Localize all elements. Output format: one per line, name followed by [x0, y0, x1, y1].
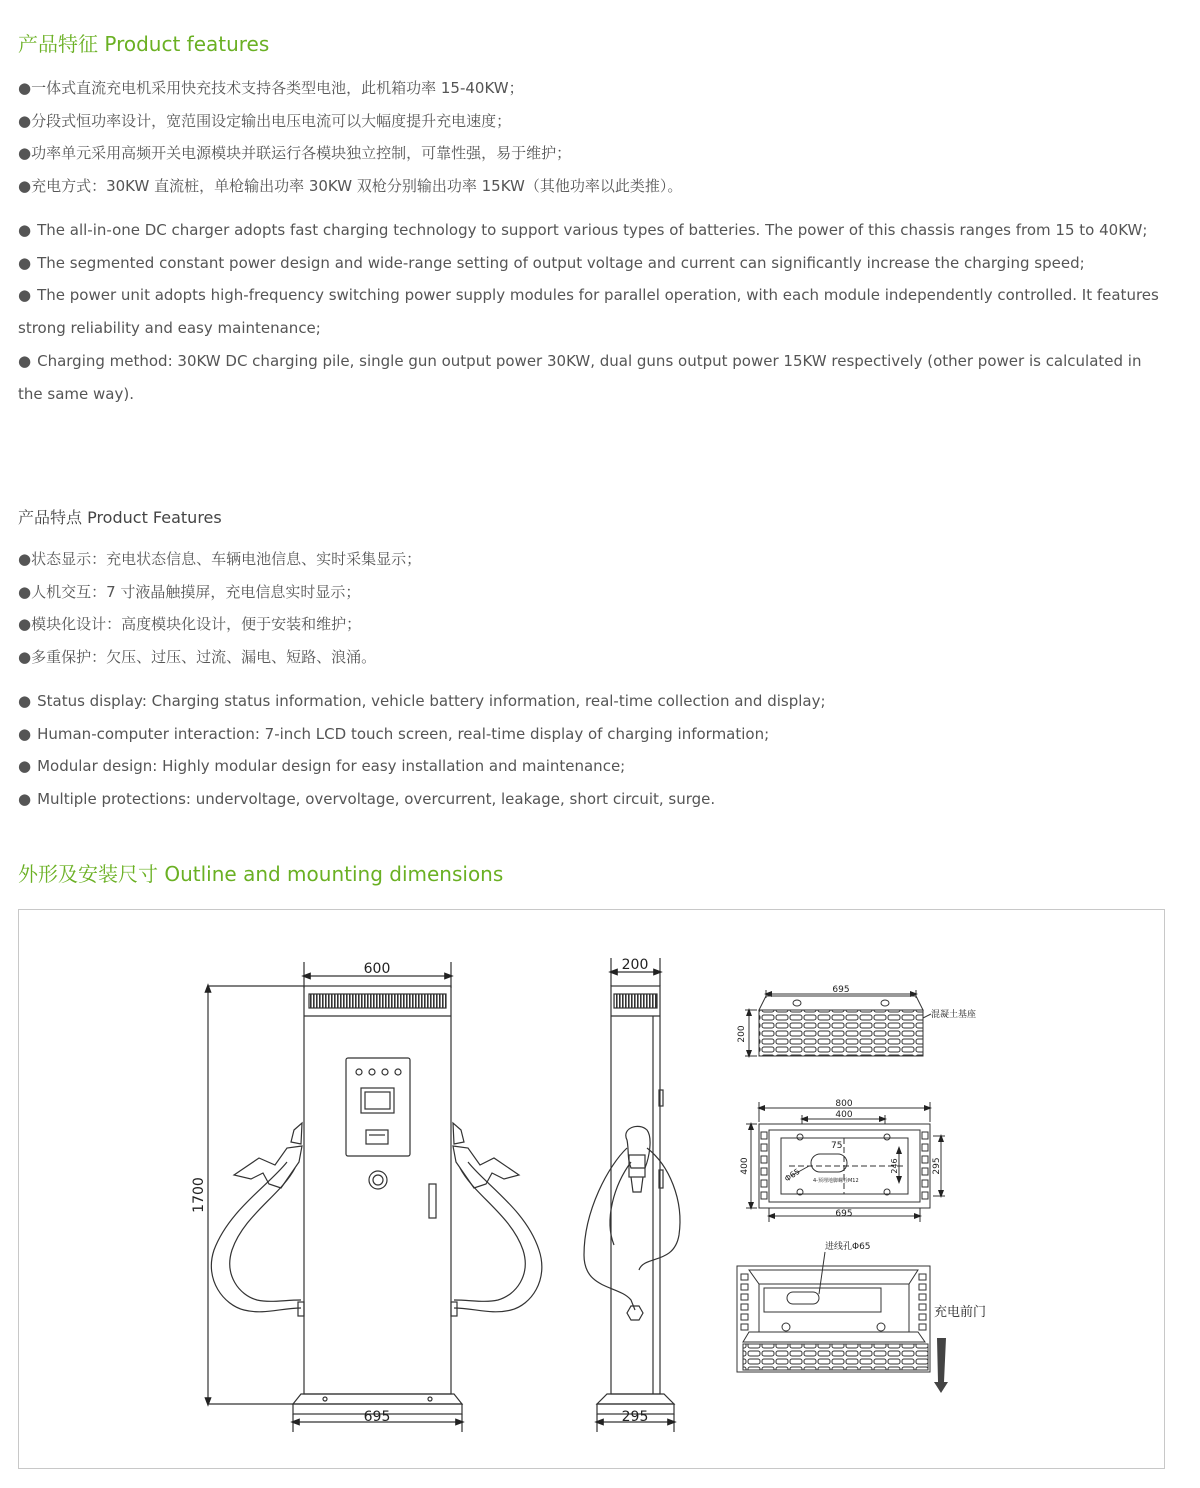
bullet-icon: ● [18, 790, 32, 809]
list-item: ● The power unit adopts high-frequency switching power supply modules for parallel operation, with each module independently controlled. It features strong reliability and easy maintenance; [18, 286, 1159, 338]
bullet-icon: ● [18, 253, 32, 272]
front-door-label: 充电前门 [934, 1305, 987, 1320]
cn-feature-list [18, 72, 1170, 202]
plan-695-label: 695 [835, 1209, 853, 1219]
concrete-base-view [745, 990, 931, 1056]
bullet-icon: ● [18, 351, 32, 370]
list-item: ● Human-computer interaction: 7-inch LCD touch screen, real-time display of charging information; [18, 724, 770, 743]
section-title-product-features: 产品特征 Product features [18, 32, 270, 56]
side-width-label: 200 [621, 957, 649, 973]
list-item: ● The all-in-one DC charger adopts fast charging technology to support various types of batteries. The power of this chassis ranges from 15 to 40KW; [18, 221, 1148, 239]
list-item: ●功率单元采用高频开关电源模块并联运行各模块独立控制，可靠性强，易于维护； [18, 144, 572, 162]
side-base-label: 295 [621, 1409, 649, 1425]
plan-800-label: 800 [835, 1099, 853, 1109]
section-title-outline-dimensions: 外形及安装尺寸 Outline and mounting dimensions [18, 862, 504, 886]
bullet-icon: ● [18, 221, 32, 239]
plan-400-top-label: 400 [835, 1110, 853, 1120]
list-item: ●人机交互：7 寸液晶触摸屏，充电信息实时显示； [18, 582, 361, 601]
list-item: ● Charging method: 30KW DC charging pile, single gun output power 30KW, dual guns output power 15KW respectively (other power is calculated in the same way). [18, 351, 1142, 403]
top-width-label: 695 [832, 985, 850, 995]
bullet-icon: ● [18, 692, 32, 710]
plan-75-label: 75 [831, 1141, 843, 1151]
plan-note-label: 4-预埋地脚螺栓M12 [813, 1178, 859, 1184]
list-item: ● Multiple protections: undervoltage, overvoltage, overcurrent, leakage, short circuit, surge. [18, 790, 716, 809]
bullet-icon: ● [18, 286, 32, 305]
mounting-plan-view [746, 1102, 945, 1222]
dimension-drawing-panel [18, 909, 1165, 1469]
list-item: ●一体式直流充电机采用快充技术支持各类型电池，此机箱功率 15-40KW； [18, 79, 524, 97]
cn-characteristics-list [18, 543, 1170, 673]
list-item: ● Modular design: Highly modular design for easy installation and maintenance; [18, 757, 626, 776]
inlet-hole-label: 进线孔Φ65 [825, 1242, 871, 1252]
list-item: ●模块化设计：高度模块化设计，便于安装和维护； [18, 615, 362, 633]
plan-246-label: 246 [890, 1158, 899, 1174]
en-feature-list [18, 214, 1170, 410]
cable-inlet-view [737, 1252, 930, 1372]
front-direction-arrow-icon [934, 1338, 948, 1393]
front-width-label: 600 [363, 961, 391, 977]
plan-400-left-label: 400 [740, 1157, 750, 1175]
plan-295-label: 295 [932, 1157, 942, 1175]
front-view [208, 962, 542, 1432]
list-item: ● The segmented constant power design and wide-range setting of output voltage and current can significantly increase the charging speed; [18, 253, 1085, 272]
list-item: ●分段式恒功率设计，宽范围设定输出电压电流可以大幅度提升充电速度； [18, 111, 512, 130]
plan-phi65-label: Φ65 [782, 1166, 802, 1184]
concrete-base-label: 混凝土基座 [931, 1010, 977, 1020]
front-base-label: 695 [363, 1409, 391, 1425]
front-height-label: 1700 [191, 1177, 207, 1213]
list-item: ●状态显示：充电状态信息、车辆电池信息、实时采集显示； [18, 550, 422, 568]
en-characteristics-list [18, 685, 1170, 816]
list-item: ●多重保护：欠压、过压、过流、漏电、短路、浪涌。 [18, 647, 377, 666]
dimension-drawing [19, 910, 1166, 1470]
section-title-product-characteristics: 产品特点 Product Features [18, 508, 222, 527]
top-depth-label: 200 [737, 1025, 747, 1043]
bullet-icon: ● [18, 757, 32, 776]
list-item: ● Status display: Charging status information, vehicle battery information, real-time collection and display; [18, 692, 826, 710]
side-view [584, 958, 680, 1432]
bullet-icon: ● [18, 724, 32, 743]
list-item: ●充电方式：30KW 直流桩，单枪输出功率 30KW 双枪分别输出功率 15KW（其他功率以此类推）。 [18, 176, 683, 195]
